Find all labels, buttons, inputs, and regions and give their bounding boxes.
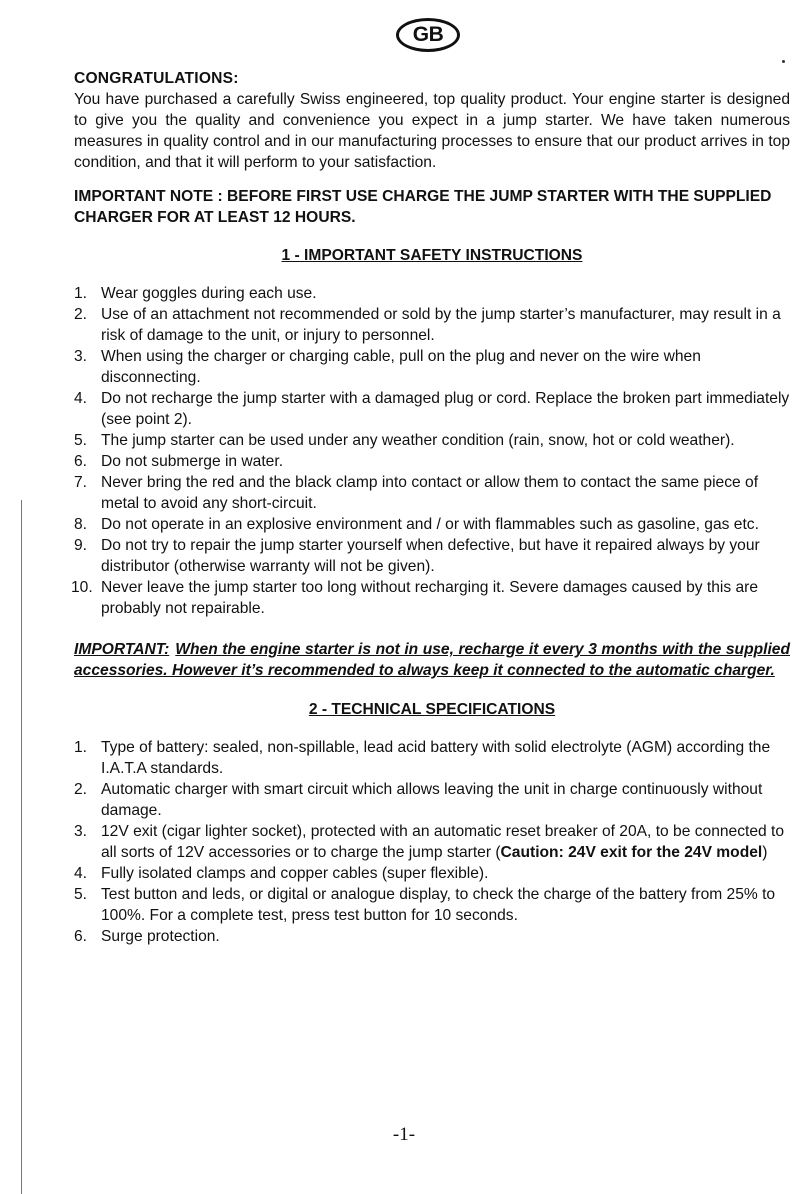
item-number: 5.: [74, 886, 88, 903]
caution-text: Caution: 24V exit for the 24V model: [500, 844, 763, 861]
list-item: [74, 430, 790, 451]
safety-section-title: 1 - IMPORTANT SAFETY INSTRUCTIONS: [281, 247, 583, 264]
intro-paragraph: You have purchased a carefully Swiss engineered, top quality product. Your engine starter is designed to give you the quality and convenience you expect in a jump starter. We have taken numerous measures in quality control and in our manufacturing processes to ensure that our product arrives in top condition, and that it will perform to your satisfaction.: [74, 91, 790, 171]
list-item: [74, 283, 790, 304]
list-item: [74, 779, 790, 821]
item-text: Surge protection.: [101, 928, 220, 945]
list-item: [74, 535, 790, 577]
list-item: [74, 451, 790, 472]
page-number: -1-: [392, 1124, 416, 1145]
language-badge-label: GB: [412, 23, 444, 46]
item-text: Never bring the red and the black clamp into contact or allow them to contact the same piece of metal to avoid any short-circuit.: [101, 474, 759, 512]
list-item: [74, 863, 790, 884]
document-body: [71, 68, 790, 947]
item-number: 4.: [74, 390, 88, 407]
item-text: Do not try to repair the jump starter yourself when defective, but have it repaired always by your distributor (otherwise warranty will not be given).: [101, 537, 760, 575]
item-text: Type of battery: sealed, non-spillable, lead acid battery with solid electrolyte (AGM) according the I.A.T.A standards.: [101, 739, 771, 777]
item-text: Wear goggles during each use.: [101, 285, 317, 302]
list-item: [74, 514, 790, 535]
item-number: 3.: [74, 348, 88, 365]
item-text: The jump starter can be used under any weather condition (rain, snow, hot or cold weather).: [101, 432, 735, 449]
item-text: When using the charger or charging cable, pull on the plug and never on the wire when disconnecting.: [101, 348, 701, 386]
left-margin-line: [21, 500, 22, 1194]
item-text: Do not operate in an explosive environment and / or with flammables such as gasoline, gas etc.: [101, 516, 759, 533]
item-number: 5.: [74, 432, 88, 449]
item-text: 12V exit (cigar lighter socket), protected with an automatic reset breaker of 20A, to be connected to all sorts of 12V accessories or to charge the jump starter (: [101, 823, 785, 861]
item-number: 8.: [74, 516, 88, 533]
important-reminder-text: When the engine starter is not in use, recharge it every 3 months with the supplied accessories. However it’s recommended to always keep it connected to the automatic charger.: [74, 641, 790, 679]
item-text: Test button and leds, or digital or analogue display, to check the charge of the battery from 25% to 100%. For a complete test, press test button for 10 seconds.: [101, 886, 776, 924]
language-badge: [396, 18, 460, 52]
list-item: [74, 884, 790, 926]
item-number: 2.: [74, 781, 88, 798]
important-reminder-lead: IMPORTANT:: [74, 641, 170, 658]
speck-mark: [782, 60, 785, 63]
list-item: [74, 304, 790, 346]
item-text: Automatic charger with smart circuit which allows leaving the unit in charge continuously without damage.: [101, 781, 763, 819]
list-item: [74, 737, 790, 779]
list-item: [74, 472, 790, 514]
item-text: Never leave the jump starter too long without recharging it. Severe damages caused by this are probably not repairable.: [101, 579, 759, 617]
important-reminder: [74, 639, 790, 681]
item-text-tail: ): [762, 844, 768, 861]
item-number: 10.: [71, 579, 93, 596]
item-text: Fully isolated clamps and copper cables (super flexible).: [101, 865, 489, 882]
item-number: 9.: [74, 537, 88, 554]
safety-list: [71, 283, 790, 619]
item-number: 3.: [74, 823, 88, 840]
item-number: 2.: [74, 306, 88, 323]
item-text: Do not submerge in water.: [101, 453, 284, 470]
item-number: 6.: [74, 453, 88, 470]
list-item: [74, 926, 790, 947]
item-number: 6.: [74, 928, 88, 945]
important-note: IMPORTANT NOTE : BEFORE FIRST USE CHARGE THE JUMP STARTER WITH THE SUPPLIED CHARGER FOR AT LEAST 12 HOURS.: [74, 188, 772, 226]
list-item: [74, 388, 790, 430]
item-number: 1.: [74, 285, 88, 302]
intro-heading: CONGRATULATIONS:: [74, 70, 239, 87]
list-item: [71, 577, 790, 619]
list-item: [74, 346, 790, 388]
item-number: 4.: [74, 865, 88, 882]
item-number: 7.: [74, 474, 88, 491]
item-text: Use of an attachment not recommended or sold by the jump starter’s manufacturer, may result in a risk of damage to the unit, or injury to personnel.: [101, 306, 781, 344]
item-text: Do not recharge the jump starter with a damaged plug or cord. Replace the broken part immediately (see point 2).: [101, 390, 790, 428]
item-number: 1.: [74, 739, 88, 756]
specs-section-title: 2 - TECHNICAL SPECIFICATIONS: [308, 701, 556, 718]
list-item: [74, 821, 790, 863]
specs-list: [74, 737, 790, 947]
